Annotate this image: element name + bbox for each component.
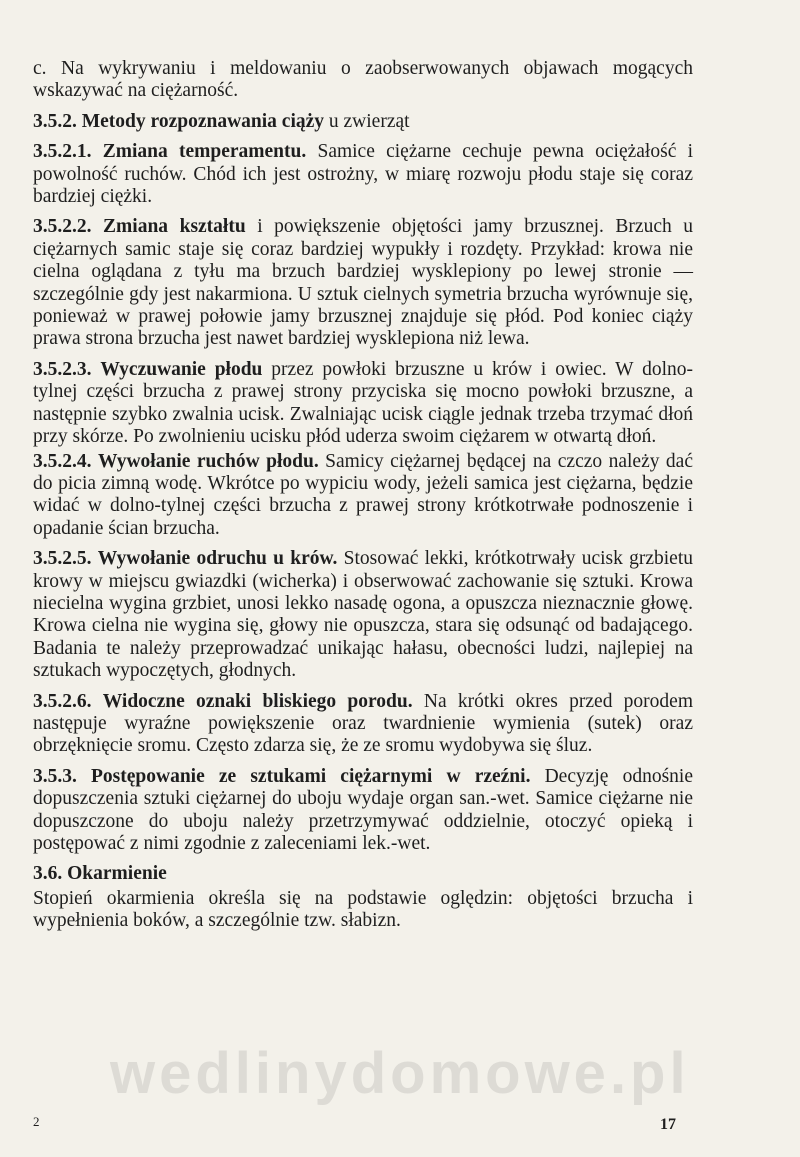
section-3-6: [33, 863, 693, 885]
paragraph-text: Stopień okarmienia określa się na podstawie oględzin: objętości brzucha i wypełnienia boków, a szczególnie tzw. słabizn.: [33, 887, 693, 932]
page-text: [33, 58, 693, 941]
section-text: Stosować lekki, krótkotrwały ucisk grzbietu krowy w miejscu gwiazdki (wicherka) i obserwować zachowanie się sztuki. Krowa niecielna wygina grzbiet, unosi lekko nasadę ogona, a opuszcza nieznacznie głowę. Krowa cielna nie wygina się, głowy nie opuszcza, stara się odsunąć od badającego. Badania te należy przeprowadzać unikając hałasu, obecności ludzi, najlepiej na sztukach wypoczętych, głodnych.: [33, 548, 693, 682]
section-3-5-2: [33, 111, 693, 133]
section-heading: Wywołanie ruchów płodu.: [97, 450, 319, 472]
section-number: 3.5.2.6.: [33, 690, 92, 712]
section-heading: Zmiana temperamentu.: [102, 141, 307, 163]
section-heading: Metody rozpoznawania ciąży: [81, 110, 325, 132]
section-3-5-2-6: [33, 691, 693, 758]
paragraph-intro: [33, 58, 693, 103]
section-text: Samice ciężarne cechuje pewna ociężałość i powolność ruchów. Chód ich jest ostrożny, w miarę rozwoju płodu staje się coraz bardziej ciężki.: [33, 141, 693, 208]
section-heading: Widoczne oznaki bliskiego porodu.: [102, 690, 413, 712]
section-heading: Zmiana kształtu: [103, 216, 246, 238]
section-heading: Wyczuwanie płodu: [100, 358, 263, 380]
section-number: 3.5.2.3.: [33, 358, 92, 380]
section-3-5-2-3: [33, 359, 693, 449]
section-text: przez powłoki brzuszne u krów i owiec. W dolno-tylnej części brzucha z prawej strony przyciska się mocno powłoki brzuszne, a następnie szybko zwalnia ucisk. Zwalniając ucisk ciągle jednak trzeba trzymać dłoń przy skórze. Po zwolnieniu ucisku płód uderza swoim ciężarem w otwartą dłoń.: [33, 358, 694, 448]
section-number: 3.5.2.4.: [33, 450, 92, 472]
page-number: 17: [660, 1116, 676, 1133]
section-number: 3.5.2.: [33, 110, 77, 132]
section-number: 3.5.3.: [33, 765, 77, 787]
section-heading: Okarmienie: [67, 863, 167, 885]
section-text: Na krótki okres przed porodem następuje wyraźne powiększenie oraz twardnienie wymienia (sutek) oraz obrzęknięcie sromu. Często zdarza się, że ze sromu wydobywa się śluz.: [33, 690, 693, 757]
section-3-5-2-2: [33, 216, 693, 350]
section-3-5-2-1: [33, 141, 693, 208]
section-3-5-3: [33, 766, 693, 856]
section-number: 3.5.2.2.: [33, 216, 92, 238]
section-number: 3.6.: [33, 863, 63, 885]
paragraph-text: c. Na wykrywaniu i meldowaniu o zaobserwowanych objawach mogących wskazywać na ciężarność.: [33, 58, 693, 102]
signature-mark: 2: [33, 1114, 40, 1129]
paragraph-okarmienie: [33, 888, 693, 933]
section-heading: Postępowanie ze sztukami ciężarnymi w rzeźni.: [91, 765, 531, 787]
section-text: i powiększenie objętości jamy brzusznej. Brzuch u ciężarnych samic staje się coraz bardziej wypukły i rozdęty. Przykład: krowa nie cielna oglądana z tyłu ma brzuch bardziej wysklepiony po lewej stronie — szczególnie gdy jest nakarmiona. U sztuk cielnych symetria brzucha wyrównuje się, ponieważ w prawej połowie jamy brzusznej znajduje się płód. Pod koniec ciąży prawa strona brzucha jest nawet bardziej wysklepiona niż lewa.: [33, 216, 694, 350]
section-text: u zwierząt: [328, 110, 410, 132]
watermark: wedlinydomowe.pl: [110, 1041, 690, 1106]
section-number: 3.5.2.1.: [33, 141, 92, 163]
section-text: Samicy ciężarnej będącej na czczo należy dać do picia zimną wodę. Wkrótce po wypiciu wody, jeżeli samica jest ciężarna, będzie widać w dolno-tylnej części brzucha z prawej strony krótkotrwałe podnoszenie i opadanie ścian brzucha.: [33, 450, 693, 539]
section-heading: Wywołanie odruchu u krów.: [97, 548, 338, 570]
section-3-5-2-4: [33, 451, 693, 541]
section-3-5-2-5: [33, 548, 693, 682]
section-text: Decyzję odnośnie dopuszczenia sztuki ciężarnej do uboju wydaje organ san.-wet. Samice ciężarne nie dopuszczone do uboju należy przetrzymywać oddzielnie, otoczyć opieką i postępować z nimi zgodnie z zaleceniami lek.-wet.: [33, 765, 694, 854]
section-number: 3.5.2.5.: [33, 548, 92, 570]
